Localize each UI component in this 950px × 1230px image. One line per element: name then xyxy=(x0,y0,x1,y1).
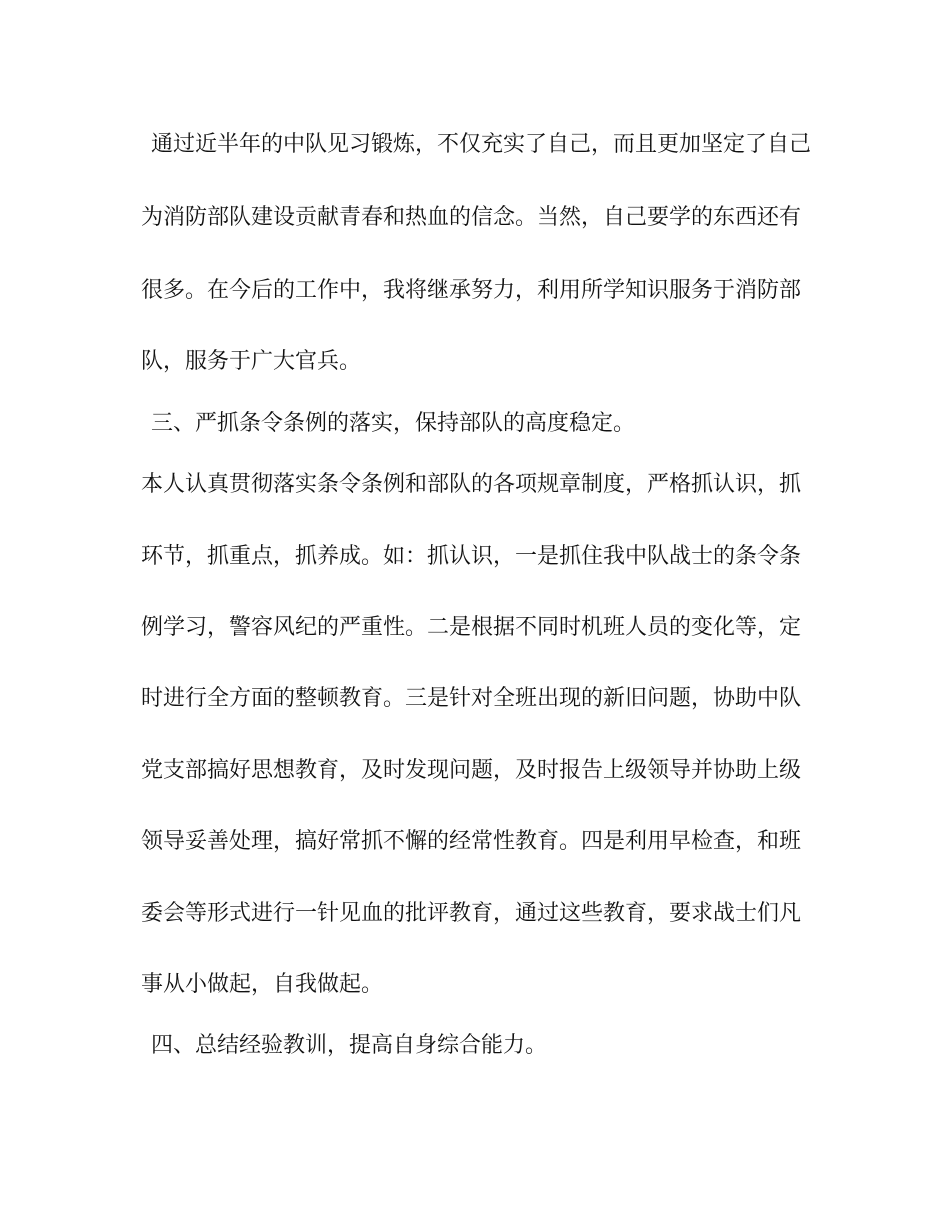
paragraph-line: 很多。在今后的工作中，我将继承努力，利用所学知识服务于消防部 xyxy=(141,278,802,303)
paragraph-line: 队，服务于广大官兵。 xyxy=(141,349,362,374)
paragraph-line: 为消防部队建设贡献青春和热血的信念。当然，自己要学的东西还有 xyxy=(141,205,802,230)
paragraph-line: 例学习，警容风纪的严重性。二是根据不同时机班人员的变化等，定 xyxy=(141,615,802,640)
paragraph-line: 党支部搞好思想教育，及时发现问题，及时报告上级领导并协助上级 xyxy=(141,758,802,783)
section-heading: 三、严抓条令条例的落实，保持部队的高度稳定。 xyxy=(151,411,636,436)
paragraph-line: 通过近半年的中队见习锻炼，不仅充实了自己，而且更加坚定了自己 xyxy=(151,132,812,157)
paragraph-line: 领导妥善处理，搞好常抓不懈的经常性教育。四是利用早检查，和班 xyxy=(141,829,802,854)
paragraph-line: 环节，抓重点，抓养成。如：抓认识，一是抓住我中队战士的条令条 xyxy=(141,544,802,569)
paragraph-line: 时进行全方面的整顿教育。三是针对全班出现的新旧问题，协助中队 xyxy=(141,686,802,711)
paragraph-line: 委会等形式进行一针见血的批评教育，通过这些教育，要求战士们凡 xyxy=(141,901,802,926)
paragraph-line: 本人认真贯彻落实条令条例和部队的各项规章制度，严格抓认识，抓 xyxy=(141,472,802,497)
section-heading: 四、总结经验教训，提高自身综合能力。 xyxy=(151,1033,548,1058)
paragraph-line: 事从小做起，自我做起。 xyxy=(141,972,384,997)
